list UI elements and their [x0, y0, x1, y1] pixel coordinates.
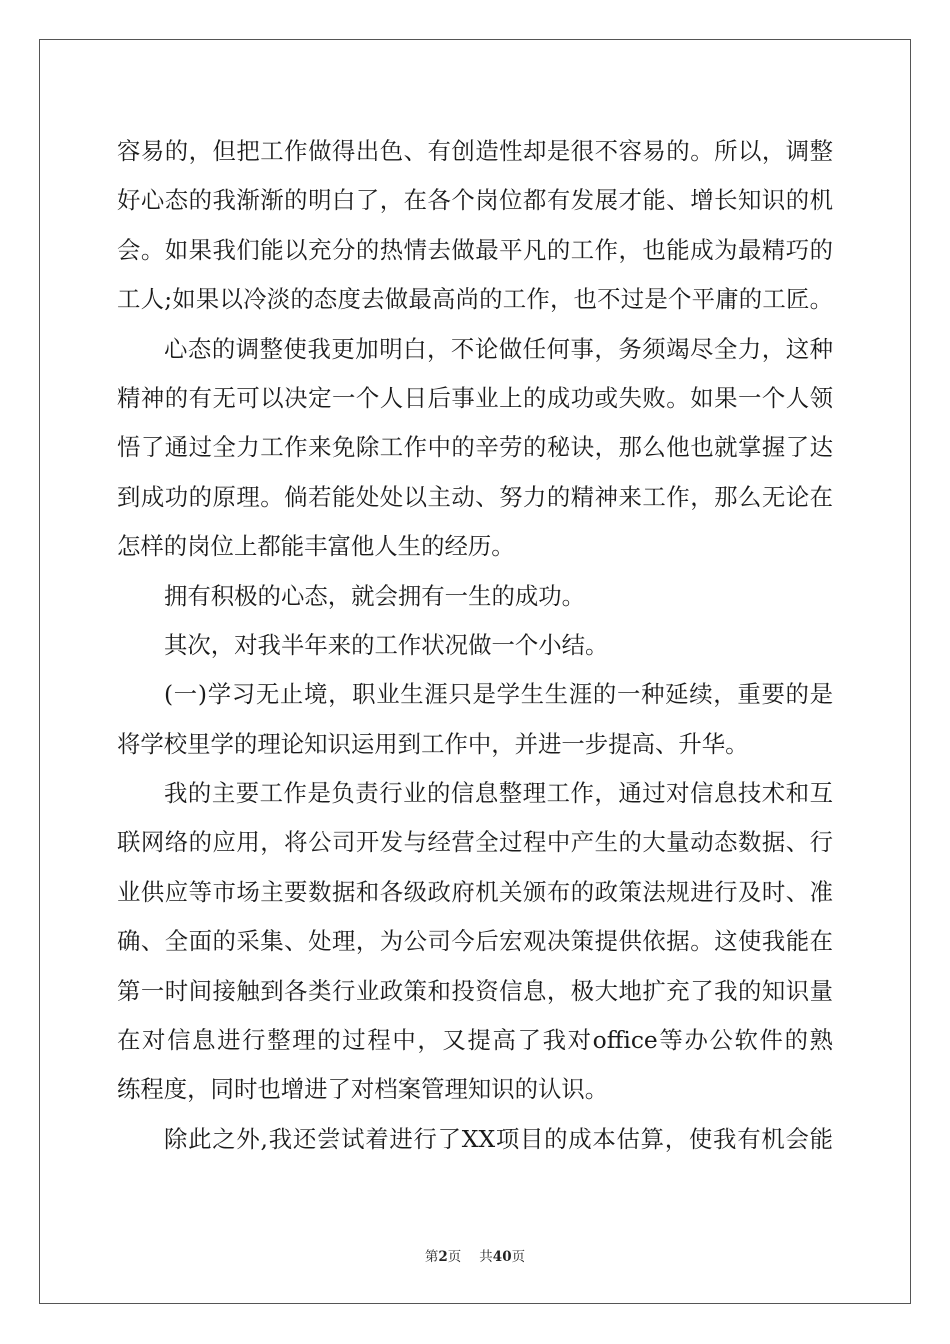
text-line: 确、全面的采集、处理，为公司今后宏观决策提供依据。这使我能在 [117, 927, 833, 956]
page-footer [0, 1245, 950, 1265]
text-line: 联网络的应用，将公司开发与经营全过程中产生的大量动态数据、行 [117, 828, 833, 857]
total-label-suffix: 页 [511, 1249, 526, 1265]
text-line: 除此之外,我还尝试着进行了XX项目的成本估算，使我有机会能 [164, 1124, 833, 1153]
text-line: 将学校里学的理论知识运用到工作中，并进一步提高、升华。 [117, 729, 749, 758]
text-line: 会。如果我们能以充分的热情去做最平凡的工作，也能成为最精巧的 [117, 235, 833, 264]
text-line: 练程度，同时也增进了对档案管理知识的认识。 [117, 1075, 609, 1104]
total-label-prefix: 共 [479, 1249, 493, 1265]
text-line: 容易的，但把工作做得出色、有创造性却是很不容易的。所以，调整 [117, 137, 833, 165]
text-line: 其次，对我半年来的工作状况做一个小结。 [164, 630, 609, 659]
page-label-prefix: 第 [424, 1249, 439, 1265]
page-label-suffix: 页 [447, 1249, 462, 1265]
text-line: 精神的有无可以决定一个人日后事业上的成功或失败。如果一个人领 [117, 383, 833, 412]
text-line: (一)学习无止境，职业生涯只是学生生涯的一种延续，重要的是 [164, 680, 833, 709]
text-line: 工人;如果以冷淡的态度去做最高尚的工作，也不过是个平庸的工匠。 [117, 285, 833, 314]
text-line: 拥有积极的心态，就会拥有一生的成功。 [164, 581, 586, 610]
text-line: 悟了通过全力工作来免除工作中的辛劳的秘诀，那么他也就掌握了达 [117, 433, 833, 462]
text-line: 心态的调整使我更加明白，不论做任何事，务须竭尽全力，这种 [164, 334, 833, 363]
text-line: 好心态的我渐渐的明白了，在各个岗位都有发展才能、增长知识的机 [117, 186, 833, 215]
page-number: 2 [438, 1249, 448, 1265]
total-pages: 40 [492, 1249, 512, 1265]
text-line: 在对信息进行整理的过程中，又提高了我对office等办公软件的熟 [117, 1026, 833, 1055]
document-body [117, 127, 833, 1164]
text-line: 我的主要工作是负责行业的信息整理工作，通过对信息技术和互 [164, 779, 833, 808]
text-line: 怎样的岗位上都能丰富他人生的经历。 [117, 532, 515, 561]
text-line: 业供应等市场主要数据和各级政府机关颁布的政策法规进行及时、准 [117, 877, 833, 906]
text-line: 到成功的原理。倘若能处处以主动、努力的精神来工作，那么无论在 [117, 482, 833, 511]
text-line: 第一时间接触到各类行业政策和投资信息，极大地扩充了我的知识量 [117, 976, 833, 1005]
